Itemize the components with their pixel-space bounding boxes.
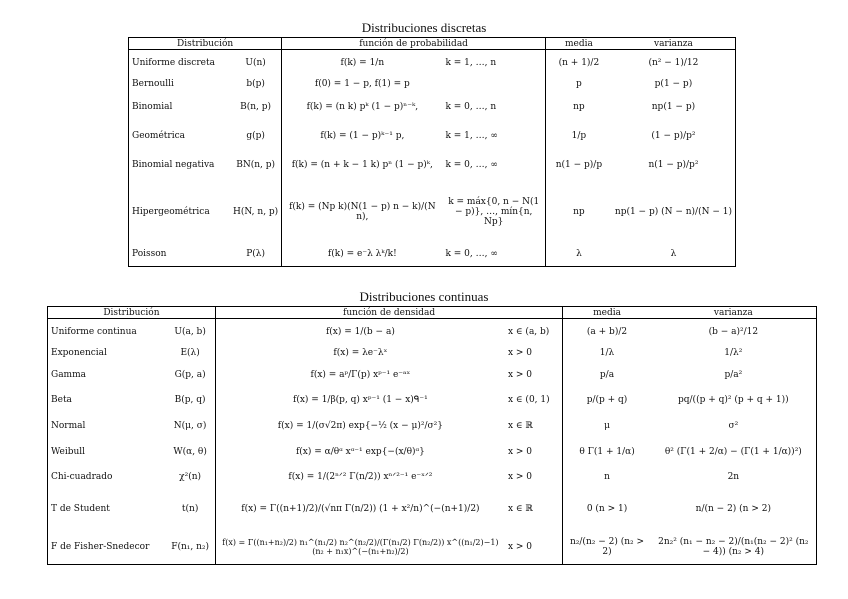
dist-mean: μ — [604, 421, 610, 432]
dist-variance: pq/((p + q)² (p + q + 1)) — [678, 395, 789, 406]
dist-mean: (a + b)/2 — [586, 327, 628, 338]
table-row — [129, 123, 736, 149]
table-row — [48, 440, 817, 465]
dist-symbol: E(λ) — [165, 345, 215, 362]
dist-mean: p/a — [599, 369, 615, 380]
dist-symbol: W(α, θ) — [165, 440, 215, 465]
dist-domain: k = 0, …, n — [442, 91, 545, 123]
table-row — [48, 345, 817, 362]
dist-domain: x ∈ (0, 1) — [505, 388, 563, 413]
dist-variance: p(1 − p) — [654, 78, 693, 89]
dist-formula: f(k) = e⁻λ λᵏ/k! — [327, 249, 397, 260]
dist-mean: n — [604, 472, 610, 483]
dist-mean: θ Γ(1 + 1/α) — [579, 447, 635, 458]
dist-formula: f(k) = (Np k)(N(1 − p) n − k)/(N n), — [289, 201, 436, 222]
dist-formula: f(x) = aᵖ/Γ(p) xᵖ⁻¹ e⁻ᵃˣ — [310, 369, 411, 380]
dist-formula: f(k) = (n + k − 1 k) pⁿ (1 − p)ᵏ, — [291, 159, 433, 170]
dist-mean: np — [573, 101, 585, 112]
dist-formula: f(k) = 1/n — [340, 58, 385, 69]
dist-domain: k = 0, …, ∞ — [442, 243, 545, 267]
table-row — [48, 529, 817, 564]
dist-symbol: χ²(n) — [165, 465, 215, 490]
dist-symbol: b(p) — [230, 77, 282, 91]
dist-variance: σ² — [728, 421, 739, 432]
dist-name: Gamma — [51, 369, 86, 380]
dist-symbol: U(n) — [230, 50, 282, 77]
dist-name: Bernoulli — [132, 78, 174, 89]
dist-formula: f(x) = λe⁻λˣ — [333, 348, 388, 359]
dist-symbol: g(p) — [230, 123, 282, 149]
dist-symbol: U(a, b) — [165, 319, 215, 345]
table-row — [48, 465, 817, 490]
dist-domain: k = 1, …, n — [442, 50, 545, 77]
dist-name: Exponencial — [51, 348, 107, 359]
dist-domain: x > 0 — [505, 529, 563, 564]
dist-formula: f(x) = 1/(b − a) — [325, 327, 395, 338]
dist-domain: x > 0 — [505, 465, 563, 490]
dist-formula: f(x) = 1/(2ⁿᐟ² Γ(n/2)) xⁿᐟ²⁻¹ e⁻ˣᐟ² — [288, 472, 433, 483]
header-distribution: Distribución — [48, 307, 216, 319]
table-row — [129, 77, 736, 91]
dist-formula: f(k) = (1 − p)ᵏ⁻¹ p, — [320, 130, 405, 141]
dist-name: F de Fisher-Snedecor — [51, 541, 150, 552]
dist-domain: x > 0 — [505, 345, 563, 362]
discrete-title: Distribuciones discretas — [361, 20, 487, 35]
discrete-table — [128, 37, 736, 267]
dist-variance: (1 − p)/p² — [651, 130, 696, 141]
dist-mean: 0 (n > 1) — [586, 504, 628, 515]
dist-name: Normal — [51, 421, 86, 432]
dist-name: Binomial — [132, 101, 173, 112]
dist-formula: f(k) = (n k) pᵏ (1 − p)ⁿ⁻ᵏ, — [306, 101, 419, 112]
dist-formula: f(x) = Γ((n₁+n₂)/2) n₁^(n₁/2) n₂^(n₂/2)/(Γ(n₁/2) Γ(n₂/2)) x^((n₁/2)−1) (n₂ + n₁x)^(−(n₁+n₂)/2) — [222, 537, 499, 556]
dist-mean: (n + 1)/2 — [558, 58, 600, 69]
table-row — [48, 490, 817, 530]
dist-domain: k = 1, …, ∞ — [442, 123, 545, 149]
table-row — [129, 243, 736, 267]
dist-mean: np — [573, 206, 585, 217]
dist-domain: x ∈ (a, b) — [505, 319, 563, 345]
table-row — [48, 388, 817, 413]
dist-symbol: B(p, q) — [165, 388, 215, 413]
header-mean: media — [545, 38, 611, 50]
continuous-table — [47, 306, 817, 565]
dist-symbol: BN(n, p) — [230, 149, 282, 181]
dist-name: Beta — [51, 395, 72, 406]
dist-name: Poisson — [132, 249, 167, 260]
dist-name: T de Student — [51, 504, 110, 515]
dist-name: Chi-cuadrado — [51, 472, 113, 483]
table-row — [48, 319, 817, 345]
dist-variance: 1/λ² — [724, 348, 743, 359]
dist-domain: k = máx{0, n − N(1 − p)}, …, mín{n, Np} — [442, 181, 545, 243]
dist-formula: f(x) = 1/(σ√2π) exp{−½ (x − μ)²/σ²} — [277, 421, 443, 432]
dist-variance: n/(n − 2) (n > 2) — [695, 504, 771, 515]
dist-variance: λ — [670, 249, 677, 260]
dist-name: Weibull — [51, 447, 86, 458]
dist-domain — [442, 77, 545, 91]
table-row — [129, 50, 736, 77]
dist-symbol: F(n₁, n₂) — [165, 529, 215, 564]
dist-symbol: G(p, a) — [165, 362, 215, 388]
dist-domain: k = 0, …, ∞ — [442, 149, 545, 181]
table-row — [129, 91, 736, 123]
table-row — [129, 181, 736, 243]
dist-mean: 1/λ — [599, 348, 615, 359]
header-function: función de probabilidad — [282, 38, 546, 50]
header-distribution: Distribución — [129, 38, 282, 50]
dist-variance: (n² − 1)/12 — [648, 58, 699, 69]
continuous-title: Distribuciones continuas — [359, 289, 489, 304]
dist-mean: n(1 − p)/p — [555, 159, 603, 170]
dist-domain: x > 0 — [505, 440, 563, 465]
header-function: función de densidad — [215, 307, 563, 319]
dist-mean: p — [576, 78, 582, 89]
dist-name: Geométrica — [132, 130, 185, 141]
dist-mean: p/(p + q) — [586, 395, 628, 406]
table-row — [129, 149, 736, 181]
dist-variance: θ² (Γ(1 + 2/α) − (Γ(1 + 1/α))²) — [664, 447, 802, 458]
dist-formula: f(x) = α/θᵅ xᵅ⁻¹ exp{−(x/θ)ᵅ} — [295, 447, 425, 458]
dist-formula: f(x) = 1/β(p, q) xᵖ⁻¹ (1 − x)ᑫ⁻¹ — [293, 395, 428, 406]
table-row — [48, 413, 817, 440]
header-variance: varianza — [612, 38, 736, 50]
dist-symbol: N(μ, σ) — [165, 413, 215, 440]
dist-domain: x > 0 — [505, 362, 563, 388]
dist-domain: x ∈ ℝ — [505, 490, 563, 530]
dist-mean: n₂/(n₂ − 2) (n₂ > 2) — [570, 536, 645, 557]
dist-variance: (b − a)²/12 — [708, 327, 759, 338]
table-row — [48, 362, 817, 388]
dist-variance: p/a² — [724, 369, 743, 380]
dist-symbol: B(n, p) — [230, 91, 282, 123]
dist-variance: np(1 − p) (N − n)/(N − 1) — [614, 206, 732, 217]
dist-formula: f(x) = Γ((n+1)/2)/(√nπ Γ(n/2)) (1 + x²/n)^(−(n+1)/2) — [241, 504, 480, 515]
dist-name: Uniforme continua — [51, 327, 137, 338]
dist-name: Binomial negativa — [132, 159, 215, 170]
dist-mean: 1/p — [571, 130, 587, 141]
header-variance: varianza — [651, 307, 817, 319]
dist-symbol: P(λ) — [230, 243, 282, 267]
dist-name: Uniforme discreta — [132, 58, 215, 69]
dist-mean: λ — [576, 249, 582, 260]
dist-variance: n(1 − p)/p² — [648, 159, 699, 170]
dist-domain: x ∈ ℝ — [505, 413, 563, 440]
dist-formula: f(0) = 1 − p, f(1) = p — [314, 78, 410, 89]
dist-symbol: H(N, n, p) — [230, 181, 282, 243]
dist-symbol: t(n) — [165, 490, 215, 530]
dist-variance: np(1 − p) — [651, 101, 696, 112]
dist-name: Hipergeométrica — [132, 206, 210, 217]
dist-variance: 2n₂² (n₁ − n₂ − 2)/(n₁(n₂ − 2)² (n₂ − 4)) (n₂ > 4) — [658, 536, 809, 557]
header-mean: media — [563, 307, 651, 319]
dist-variance: 2n — [727, 472, 740, 483]
